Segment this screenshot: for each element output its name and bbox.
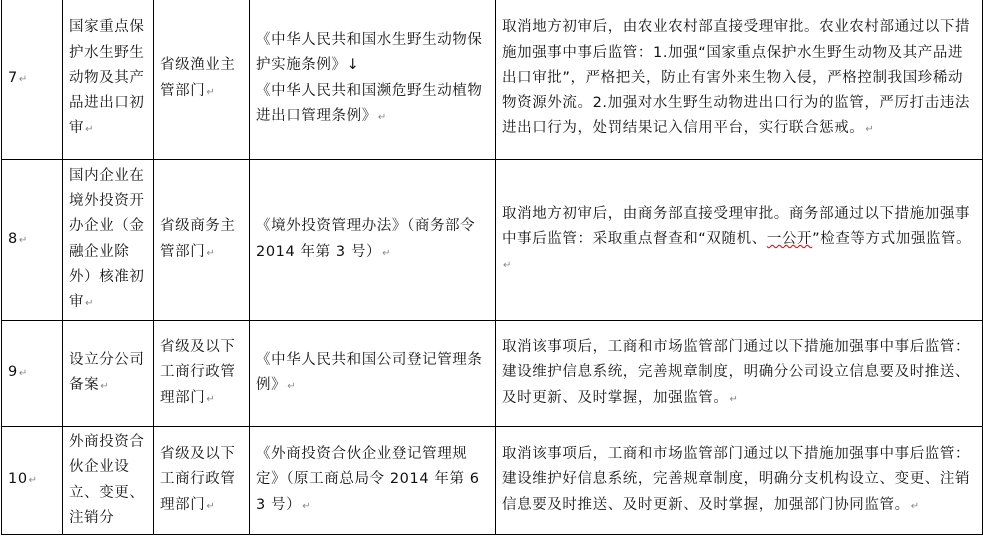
paragraph-mark: ↵ bbox=[503, 260, 512, 272]
table-row bbox=[2, 321, 983, 427]
row-number: 8 bbox=[8, 230, 18, 247]
paragraph-mark: ↵ bbox=[206, 86, 216, 98]
item-name-cell bbox=[63, 427, 154, 535]
supervision-measures-end: ”检查等方式加强监管。 bbox=[812, 230, 972, 247]
item-name: 国家重点保护水生野生动物及其产品进出口初审 bbox=[69, 19, 145, 137]
legal-basis-cell bbox=[250, 321, 496, 427]
paragraph-mark: ↵ bbox=[100, 381, 110, 392]
row-number: 10 bbox=[8, 471, 28, 488]
paragraph-mark: ↵ bbox=[377, 111, 387, 123]
paragraph-mark: ↵ bbox=[206, 247, 216, 259]
supervision-measures-cell bbox=[496, 427, 983, 535]
paragraph-mark: ↵ bbox=[206, 500, 216, 512]
table-row bbox=[2, 0, 983, 160]
row-number-cell bbox=[2, 427, 63, 535]
supervision-measures: 取消该事项后，工商和市场监管部门通过以下措施加强事中事后监管：建设维护好信息系统，完善规章制度，明确分支机构设立、变更、注销信息要及时推送、及时更新、及时掌握，加强部门协同监管。 bbox=[502, 446, 971, 513]
supervision-measures-cell bbox=[496, 0, 983, 160]
paragraph-mark: ↵ bbox=[865, 124, 875, 136]
paragraph-mark: ↵ bbox=[382, 247, 392, 259]
supervision-measures: 取消该事项后，工商和市场监管部门通过以下措施加强事中事后监管：建设维护信息系统，完善规章制度，明确分公司设立信息要及时推送、及时更新、及时掌握，加强监管。 bbox=[502, 339, 971, 406]
legal-basis-line: 《中华人民共和国濒危野生动植物进出口管理条例》 bbox=[256, 82, 483, 124]
item-name: 设立分公司备案 bbox=[69, 351, 145, 393]
supervision-measures-cell bbox=[496, 160, 983, 321]
row-number: 7 bbox=[8, 69, 18, 86]
legal-basis-cell bbox=[250, 160, 496, 321]
legal-basis-cell bbox=[250, 0, 496, 160]
paragraph-mark: ↵ bbox=[85, 297, 95, 309]
paragraph-mark: ↵ bbox=[18, 73, 28, 85]
supervision-measures-cell bbox=[496, 321, 983, 427]
paragraph-mark: ↵ bbox=[729, 393, 739, 405]
legal-basis-line: 《境外投资管理办法》（商务部令 2014 年第 3 号） bbox=[256, 218, 476, 260]
legal-basis-line: 《中华人民共和国水生野生动物保护实施条例》↓ bbox=[256, 32, 483, 74]
item-name-cell bbox=[63, 0, 154, 160]
spellcheck-underlined-text: 一公开 bbox=[766, 230, 813, 247]
document-table bbox=[1, 0, 983, 535]
department-cell bbox=[154, 160, 250, 321]
table-row bbox=[2, 160, 983, 321]
department-cell bbox=[154, 321, 250, 427]
row-number-cell bbox=[2, 160, 63, 321]
item-name-cell bbox=[63, 160, 154, 321]
legal-basis-line: 《中华人民共和国公司登记管理条例》 bbox=[256, 351, 483, 393]
row-number-cell bbox=[2, 0, 63, 160]
legal-basis-cell bbox=[250, 427, 496, 535]
supervision-measures: 取消地方初审后，由农业农村部直接受理审批。农业农村部通过以下措施加强事中事后监管：1.加强“国家重点保护水生野生动物及其产品进出口审批”，严格把关，防止有害外来生物入侵，严格控制我国珍稀动物资源外流。2.加强对水生野生动物进出口行为的监管，严厉打击违法进出口行为，处罚结果记入信用平台，实行联合惩戒。 bbox=[502, 19, 971, 137]
row-number-cell bbox=[2, 321, 63, 427]
paragraph-mark: ↵ bbox=[85, 124, 95, 136]
paragraph-mark: ↵ bbox=[18, 368, 28, 380]
paragraph-mark: ↵ bbox=[28, 475, 38, 487]
paragraph-mark: ↵ bbox=[302, 500, 312, 512]
department: 省级渔业主管部门 bbox=[160, 57, 236, 99]
paragraph-mark: ↵ bbox=[910, 500, 920, 512]
paragraph-mark: ↵ bbox=[287, 381, 297, 392]
department: 省级及以下工商行政管理部门 bbox=[160, 446, 236, 513]
paragraph-mark: ↵ bbox=[206, 393, 216, 405]
department-cell bbox=[154, 427, 250, 535]
item-name: 外商投资合伙企业设立、变更、注销分 bbox=[69, 434, 145, 526]
row-number: 9 bbox=[8, 364, 18, 381]
department: 省级商务主管部门 bbox=[160, 218, 236, 260]
department-cell bbox=[154, 0, 250, 160]
paragraph-mark: ↵ bbox=[18, 234, 28, 246]
legal-basis-line: 《外商投资合伙企业登记管理规定》（原工商总局令 2014 年第 63 号） bbox=[256, 446, 480, 513]
table-row bbox=[2, 427, 983, 535]
supervision-measures: 取消地方初审后，由商务部直接受理审批。商务部通过以下措施加强事中事后监管：采取重点督查和“双随机、 bbox=[502, 205, 971, 247]
department: 省级及以下工商行政管理部门 bbox=[160, 339, 236, 406]
item-name: 国内企业在境外投资开办企业（金融企业除外）核准初审 bbox=[69, 167, 145, 310]
item-name-cell bbox=[63, 321, 154, 427]
